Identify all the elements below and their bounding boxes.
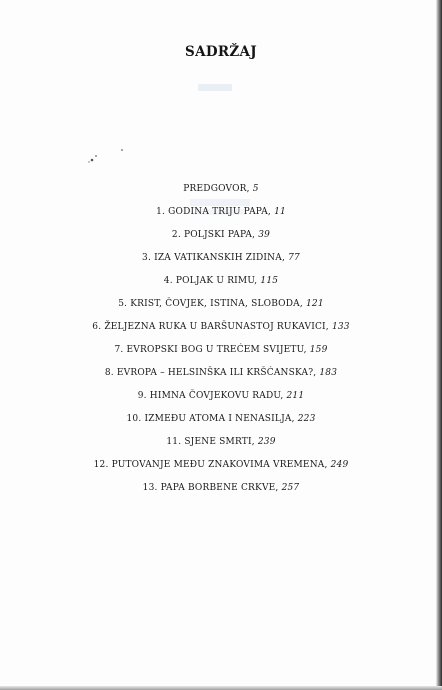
toc-entry-label: 6. ŽELJEZNA RUKA U BARŠUNASTOJ RUKAVICI, [92, 322, 332, 332]
toc-entry-page: 115 [260, 276, 279, 286]
ink-specks [86, 148, 126, 168]
toc-entry-label: 5. KRIST, ČOVJEK, ISTINA, SLOBODA, [118, 299, 306, 309]
toc-entry-label: 4. POLJAK U RIMU, [163, 276, 261, 286]
toc-entry-1 [0, 206, 442, 229]
toc-entry-label: 13. PAPA BORBENE CRKVE, [142, 483, 282, 493]
toc-entry-6 [0, 321, 442, 344]
toc-entry-page: 77 [288, 253, 300, 263]
toc-entry-label: 1. GODINA TRIJU PAPA, [156, 207, 275, 217]
toc-entry-page: 11 [274, 207, 286, 217]
toc-entry-page: 211 [286, 391, 305, 401]
toc-entry-3 [0, 252, 442, 275]
toc-entry-label: 2. POLJSKI PAPA, [171, 230, 259, 240]
toc-entry-label: PREDGOVOR, [183, 184, 253, 194]
toc-entry-2 [0, 229, 442, 252]
toc-entry-label: 11. SJENE SMRTI, [166, 437, 258, 447]
toc-entry-page: 39 [258, 230, 271, 240]
toc-entry-page: 5 [252, 184, 259, 194]
table-of-contents [0, 183, 442, 505]
toc-entry-label: 8. EVROPA – HELSINŠKA ILI KRŠĆANSKA?, [104, 368, 320, 378]
toc-entry-page: 159 [309, 345, 328, 355]
toc-entry-label: 10. IZMEĐU ATOMA I NENASILJA, [126, 414, 298, 424]
toc-entry-5 [0, 298, 442, 321]
toc-entry-preface [0, 183, 442, 206]
toc-entry-12 [0, 459, 442, 482]
toc-entry-label: 9. HIMNA ČOVJEKOVU RADU, [137, 391, 287, 401]
page-title: SADRŽAJ [185, 44, 257, 60]
toc-entry-page: 239 [257, 437, 276, 447]
toc-entry-page: 249 [330, 460, 349, 470]
toc-entry-11 [0, 436, 442, 459]
page-bottom-edge [0, 686, 442, 690]
bleed-through-mark [196, 82, 236, 94]
toc-entry-page: 133 [331, 322, 350, 332]
toc-entry-13 [0, 482, 442, 505]
toc-entry-page: 121 [306, 299, 324, 309]
toc-entry-label: 7. EVROPSKI BOG U TREĆEM SVIJETU, [114, 345, 310, 355]
toc-entry-label: 12. PUTOVANJE MEĐU ZNAKOVIMA VREMENA, [93, 460, 331, 470]
toc-entry-page: 183 [319, 368, 338, 378]
toc-entry-7 [0, 344, 442, 367]
toc-entry-9 [0, 390, 442, 413]
toc-entry-page: 257 [281, 483, 300, 493]
toc-entry-10 [0, 413, 442, 436]
toc-entry-4 [0, 275, 442, 298]
toc-entry-label: 3. IZA VATIKANSKIH ZIDINA, [142, 253, 289, 263]
toc-entry-page: 223 [297, 414, 316, 424]
page-edge-shadow [436, 0, 442, 690]
toc-entry-8 [0, 367, 442, 390]
